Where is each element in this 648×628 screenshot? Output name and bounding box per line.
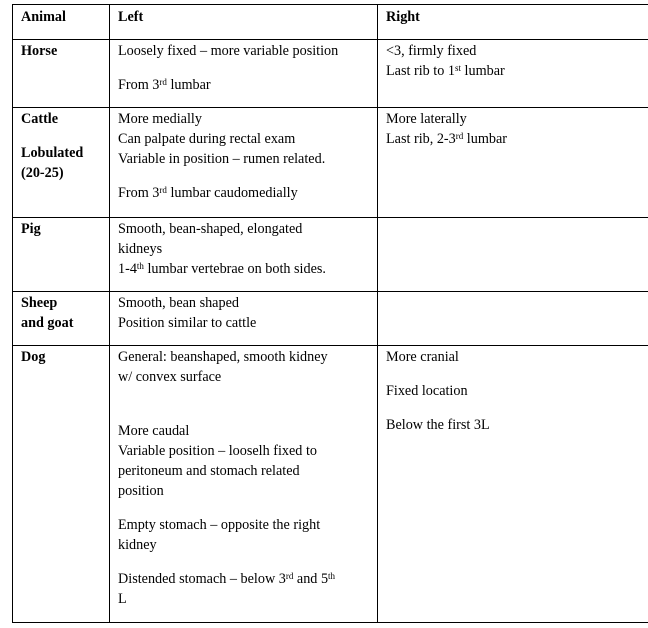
text-line: Smooth, bean-shaped, elongated: [118, 221, 303, 237]
animal-cell-pig: [13, 218, 110, 292]
animal-name: Cattle: [21, 111, 59, 127]
text-line: Empty stomach – opposite the right: [118, 517, 321, 533]
text-line: Can palpate during rectal exam: [118, 131, 296, 147]
animal-cell-dog: [13, 346, 110, 623]
right-cell-horse: [378, 40, 648, 108]
table-row-pig: [13, 218, 648, 292]
left-cell-pig: [110, 218, 378, 292]
animal-cell-cattle: [13, 108, 110, 218]
text-line: More laterally: [386, 111, 467, 127]
right-cell-dog: [378, 346, 648, 623]
text-line: From 3rd lumbar caudomedially: [118, 185, 298, 201]
text-line: From 3rd lumbar: [118, 77, 211, 93]
text-line: Below the first 3L: [386, 417, 490, 433]
text-line: Last rib, 2-3rd lumbar: [386, 131, 507, 147]
text-line: position: [118, 483, 164, 499]
text-line: General: beanshaped, smooth kidney: [118, 349, 328, 365]
header-left-label: Left: [118, 9, 144, 25]
text-line: Last rib to 1st lumbar: [386, 63, 505, 79]
text-line: Smooth, bean shaped: [118, 295, 239, 311]
animal-note: Lobulated: [21, 145, 84, 161]
text-line: More caudal: [118, 423, 190, 439]
left-cell-horse: [110, 40, 378, 108]
left-cell-cattle: [110, 108, 378, 218]
header-animal: [13, 5, 110, 40]
left-cell-sheep-goat: [110, 292, 378, 346]
text-line: Fixed location: [386, 383, 468, 399]
text-line: More medially: [118, 111, 202, 127]
header-right: [378, 5, 648, 40]
animal-name: and goat: [21, 315, 74, 331]
text-line: 1-4th lumbar vertebrae on both sides.: [118, 261, 326, 277]
animal-name: Dog: [21, 349, 46, 365]
text-line: More cranial: [386, 349, 459, 365]
text-line: Loosely fixed – more variable position: [118, 43, 339, 59]
text-line: <3, firmly fixed: [386, 43, 477, 59]
header-row: [13, 5, 648, 40]
text-line: w/ convex surface: [118, 369, 222, 385]
right-cell-sheep-goat: [378, 292, 648, 346]
text-line: L: [118, 591, 127, 607]
animal-cell-horse: [13, 40, 110, 108]
table-row-dog: [13, 346, 648, 623]
animal-name: Horse: [21, 43, 58, 59]
kidney-position-table: [12, 4, 648, 623]
right-cell-cattle: [378, 108, 648, 218]
header-right-label: Right: [386, 9, 420, 25]
text-line: Position similar to cattle: [118, 315, 257, 331]
text-line: Distended stomach – below 3rd and 5th: [118, 571, 336, 587]
table-row-horse: [13, 40, 648, 108]
table-row-cattle: [13, 108, 648, 218]
animal-name: Sheep: [21, 295, 58, 311]
animal-note: (20-25): [21, 165, 64, 181]
table-row-sheep-goat: [13, 292, 648, 346]
text-line: kidneys: [118, 241, 163, 257]
text-line: kidney: [118, 537, 157, 553]
animal-cell-sheep-goat: [13, 292, 110, 346]
header-animal-label: Animal: [21, 9, 66, 25]
header-left: [110, 5, 378, 40]
right-cell-pig: [378, 218, 648, 292]
text-line: peritoneum and stomach related: [118, 463, 300, 479]
animal-name: Pig: [21, 221, 41, 237]
text-line: Variable position – looselh fixed to: [118, 443, 317, 459]
text-line: Variable in position – rumen related.: [118, 151, 326, 167]
left-cell-dog: [110, 346, 378, 623]
